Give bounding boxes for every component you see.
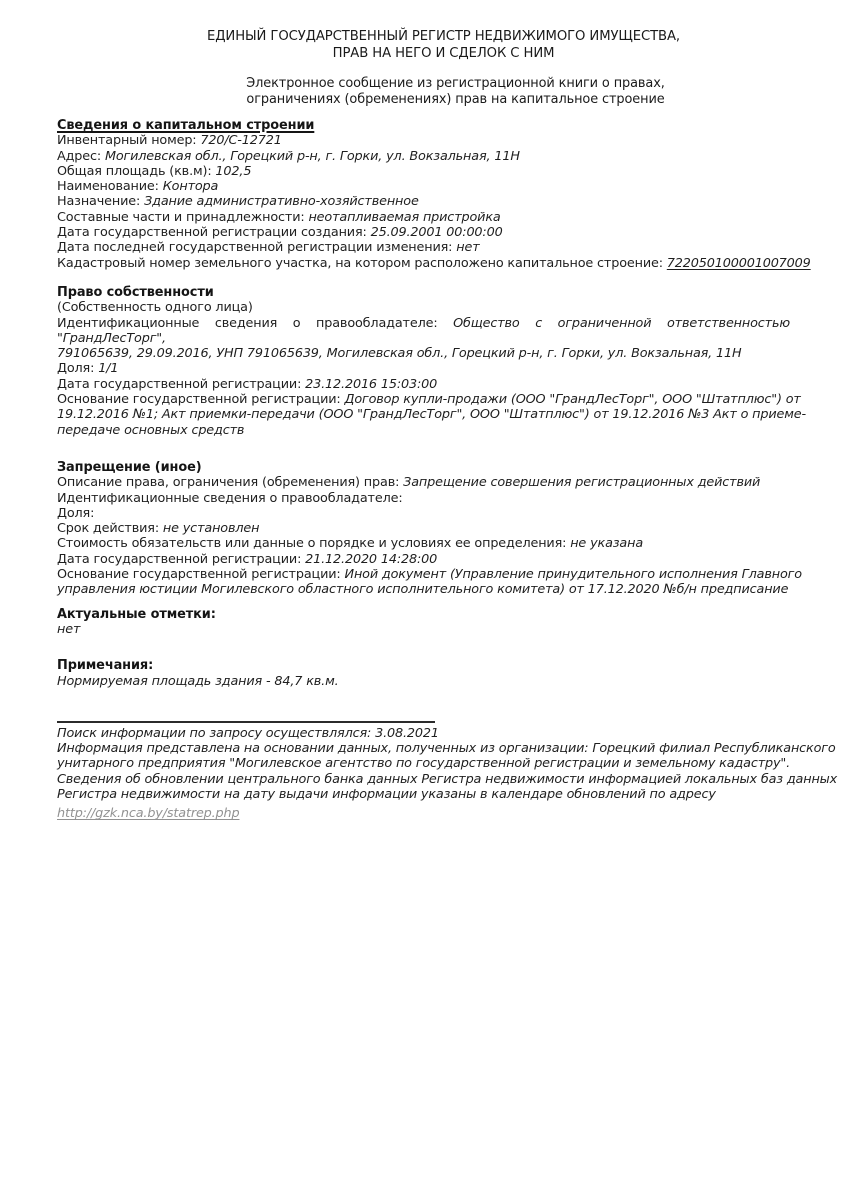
field-value: Могилевская обл., Горецкий р-н, г. Горки, ул. Вокзальная, 11Н	[104, 148, 520, 164]
field-value: Иной документ (Управление принудительного исполнения Главного	[344, 567, 802, 583]
section-ownership-right	[57, 284, 806, 438]
section-actual-marks	[57, 607, 790, 638]
field-value: Контора	[162, 179, 219, 195]
header-line-2: ПРАВ НА НЕГО И СДЕЛОК С НИМ	[332, 46, 555, 61]
section-title-ownership: Право собственности	[57, 284, 214, 300]
field-value: не указана	[570, 536, 644, 552]
field-value: неотапливаемая пристройка	[308, 209, 501, 225]
field-label: Доля:	[57, 361, 99, 377]
reg-basis-line-3: передаче основных средств	[57, 422, 245, 438]
info-source-line-2: унитарного предприятия "Могилевское агентство по государственной регистрации и земельному кадастру".	[57, 756, 791, 772]
field-value: 102,5	[215, 163, 252, 179]
total-area-line	[57, 164, 790, 179]
field-value: Здание административно-хозяйственное	[144, 194, 419, 210]
search-date-line: Поиск информации по запросу осуществлялся: 3.08.2021	[57, 725, 439, 741]
field-label: Назначение:	[57, 194, 145, 210]
reg-date-line	[57, 552, 790, 567]
field-value: 25.09.2001 00:00:00	[370, 225, 503, 241]
creation-reg-date-line	[57, 225, 790, 240]
reg-basis-line-2: управления юстиции Могилевского областного исполнительного комитета) от 17.12.2020 №б/н предписание	[57, 582, 789, 598]
field-value: Общество с ограниченной ответственностью "ГрандЛесТорг",	[57, 315, 790, 346]
rightholder-id-line: Идентификационные сведения о правообладателе:	[57, 490, 403, 506]
document-footer	[57, 721, 838, 822]
info-source-line-1: Информация представлена на основании данных, полученных из организации: Горецкий филиал Республиканского	[57, 741, 836, 757]
reg-basis-line	[57, 392, 801, 408]
cadastral-number-value: 722050100001007009	[666, 255, 811, 271]
field-label: Инвентарный номер:	[57, 133, 201, 149]
field-label: Дата государственной регистрации:	[57, 551, 306, 567]
last-change-reg-date-line	[57, 240, 790, 255]
field-label: Дата последней государственной регистрации изменения:	[57, 240, 457, 256]
field-label: Общая площадь (кв.м):	[57, 163, 216, 179]
reg-date-line	[57, 377, 790, 392]
update-info-line-1: Сведения об обновлении центрального банка данных Регистра недвижимости информацией локальных баз данных	[57, 771, 838, 787]
section-title-prohibition: Запрещение (иное)	[57, 459, 202, 475]
share-line	[57, 361, 790, 376]
field-label: Наименование:	[57, 179, 163, 195]
field-label: Составные части и принадлежности:	[57, 209, 309, 225]
share-empty-line: Доля:	[57, 505, 95, 521]
section-title-marks: Актуальные отметки:	[57, 606, 216, 622]
statrep-url-link[interactable]: http://gzk.nca.by/statrep.php	[57, 806, 240, 822]
field-value: 21.12.2020 14:28:00	[305, 551, 438, 567]
section-notes	[57, 658, 790, 689]
notes-value: Нормируемая площадь здания - 84,7 кв.м.	[57, 673, 339, 689]
reg-basis-line-2: 19.12.2016 №1; Акт приемки-передачи (ООО "ГрандЛесТорг", ООО "Штатплюс") от 19.12.2016 №3 Акт о приеме-	[57, 407, 806, 423]
update-info-line-2: Регистра недвижимости на дату выдачи информации указаны в календаре обновлений по адресу	[57, 786, 716, 802]
section-prohibition	[57, 459, 802, 598]
field-value: Договор купли-продажи (ООО "ГрандЛесТорг", ООО "Штатплюс") от	[344, 392, 801, 408]
cadastral-number-line	[57, 255, 811, 271]
ownership-type-line: (Собственность одного лица)	[57, 300, 253, 316]
footer-divider-line	[57, 721, 435, 723]
field-value: Запрещение совершения регистрационных действий	[403, 475, 761, 491]
field-value: 23.12.2016 15:03:00	[305, 376, 438, 392]
subheader-line-1: Электронное сообщение из регистрационной книги о правах,	[246, 76, 665, 91]
document-header	[97, 28, 790, 62]
validity-term-line	[57, 521, 790, 536]
section-title-building: Сведения о капитальном строении	[57, 118, 315, 133]
field-label: Стоимость обязательств или данные о порядке и условиях ее определения:	[57, 536, 571, 552]
subheader-line-2: ограничениях (обременениях) прав на капитальное строение	[246, 92, 665, 107]
section-title-notes: Примечания:	[57, 658, 154, 674]
marks-value: нет	[57, 621, 81, 637]
rightholder-line	[57, 316, 790, 347]
purpose-line	[57, 194, 790, 209]
field-label: Кадастровый номер земельного участка, на котором расположено капитальное строение:	[57, 255, 667, 271]
section-building-info	[57, 118, 811, 271]
field-value: 720/С-12721	[200, 133, 282, 149]
field-label: Срок действия:	[57, 521, 163, 537]
document-subheader	[121, 76, 790, 108]
reg-basis-line	[57, 567, 802, 583]
field-label: Основание государственной регистрации:	[57, 392, 345, 408]
obligation-cost-line	[57, 536, 790, 551]
name-line	[57, 179, 790, 194]
field-label: Описание права, ограничения (обременения) прав:	[57, 475, 404, 491]
field-label: Идентификационные сведения о правообладателе:	[57, 315, 454, 331]
field-value: 1/1	[98, 361, 119, 377]
field-label: Основание государственной регистрации:	[57, 567, 345, 583]
field-value: не установлен	[162, 521, 260, 537]
inventory-number-line	[57, 133, 790, 148]
field-label: Дата государственной регистрации создания:	[57, 225, 371, 241]
components-line	[57, 210, 790, 225]
field-label: Адрес:	[57, 148, 105, 164]
header-line-1: ЕДИНЫЙ ГОСУДАРСТВЕННЫЙ РЕГИСТР НЕДВИЖИМОГО ИМУЩЕСТВА,	[207, 29, 680, 44]
field-value: нет	[456, 240, 480, 256]
restriction-description-line	[57, 475, 790, 490]
field-label: Дата государственной регистрации:	[57, 376, 306, 392]
address-line	[57, 149, 790, 164]
rightholder-line-2: 791065639, 29.09.2016, УНП 791065639, Могилевская обл., Горецкий р-н, г. Горки, ул. Вокзальная, 11Н	[57, 346, 742, 362]
